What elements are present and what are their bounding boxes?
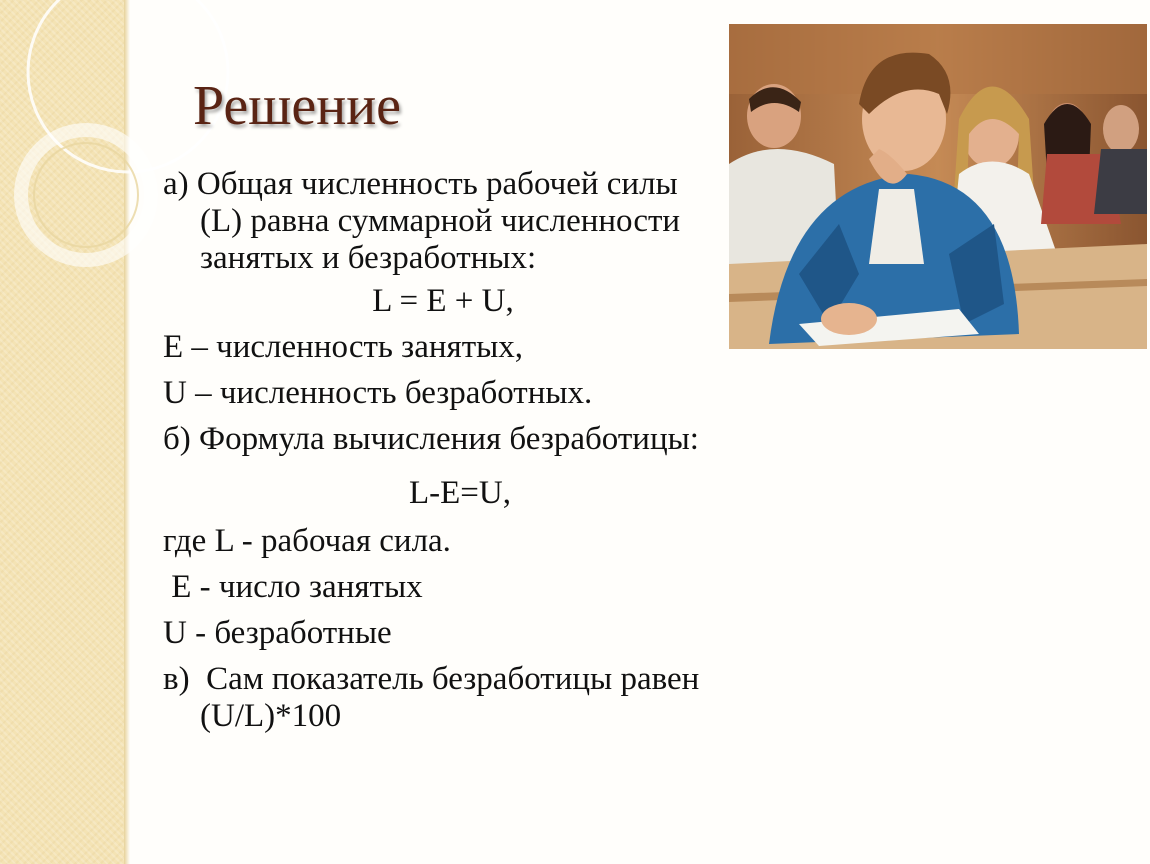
text-line-e: E – численность занятых, [163,329,524,365]
text-line-c: в) Сам показатель безработицы равен (U/L)*100 [163,661,741,734]
students-photo-icon [729,24,1147,349]
solution-text [163,166,741,735]
text-line-where-u: U - безработные [163,615,392,651]
formula-unemployment: L-E=U, [409,475,511,511]
slide-title: Решение [193,75,402,137]
text-line-where-e: E - число занятых [163,569,423,605]
formula-total: L = E + U, [372,283,514,319]
text-line-where-l: где L - рабочая сила. [163,523,451,559]
text-line-a: а) Общая численность рабочей силы (L) равна суммарной численности занятых и безработных: [163,166,681,276]
students-photo [729,24,1147,349]
text-line-u: U – численность безработных. [163,375,593,411]
text-line-b: б) Формула вычисления безработицы: [163,421,699,457]
